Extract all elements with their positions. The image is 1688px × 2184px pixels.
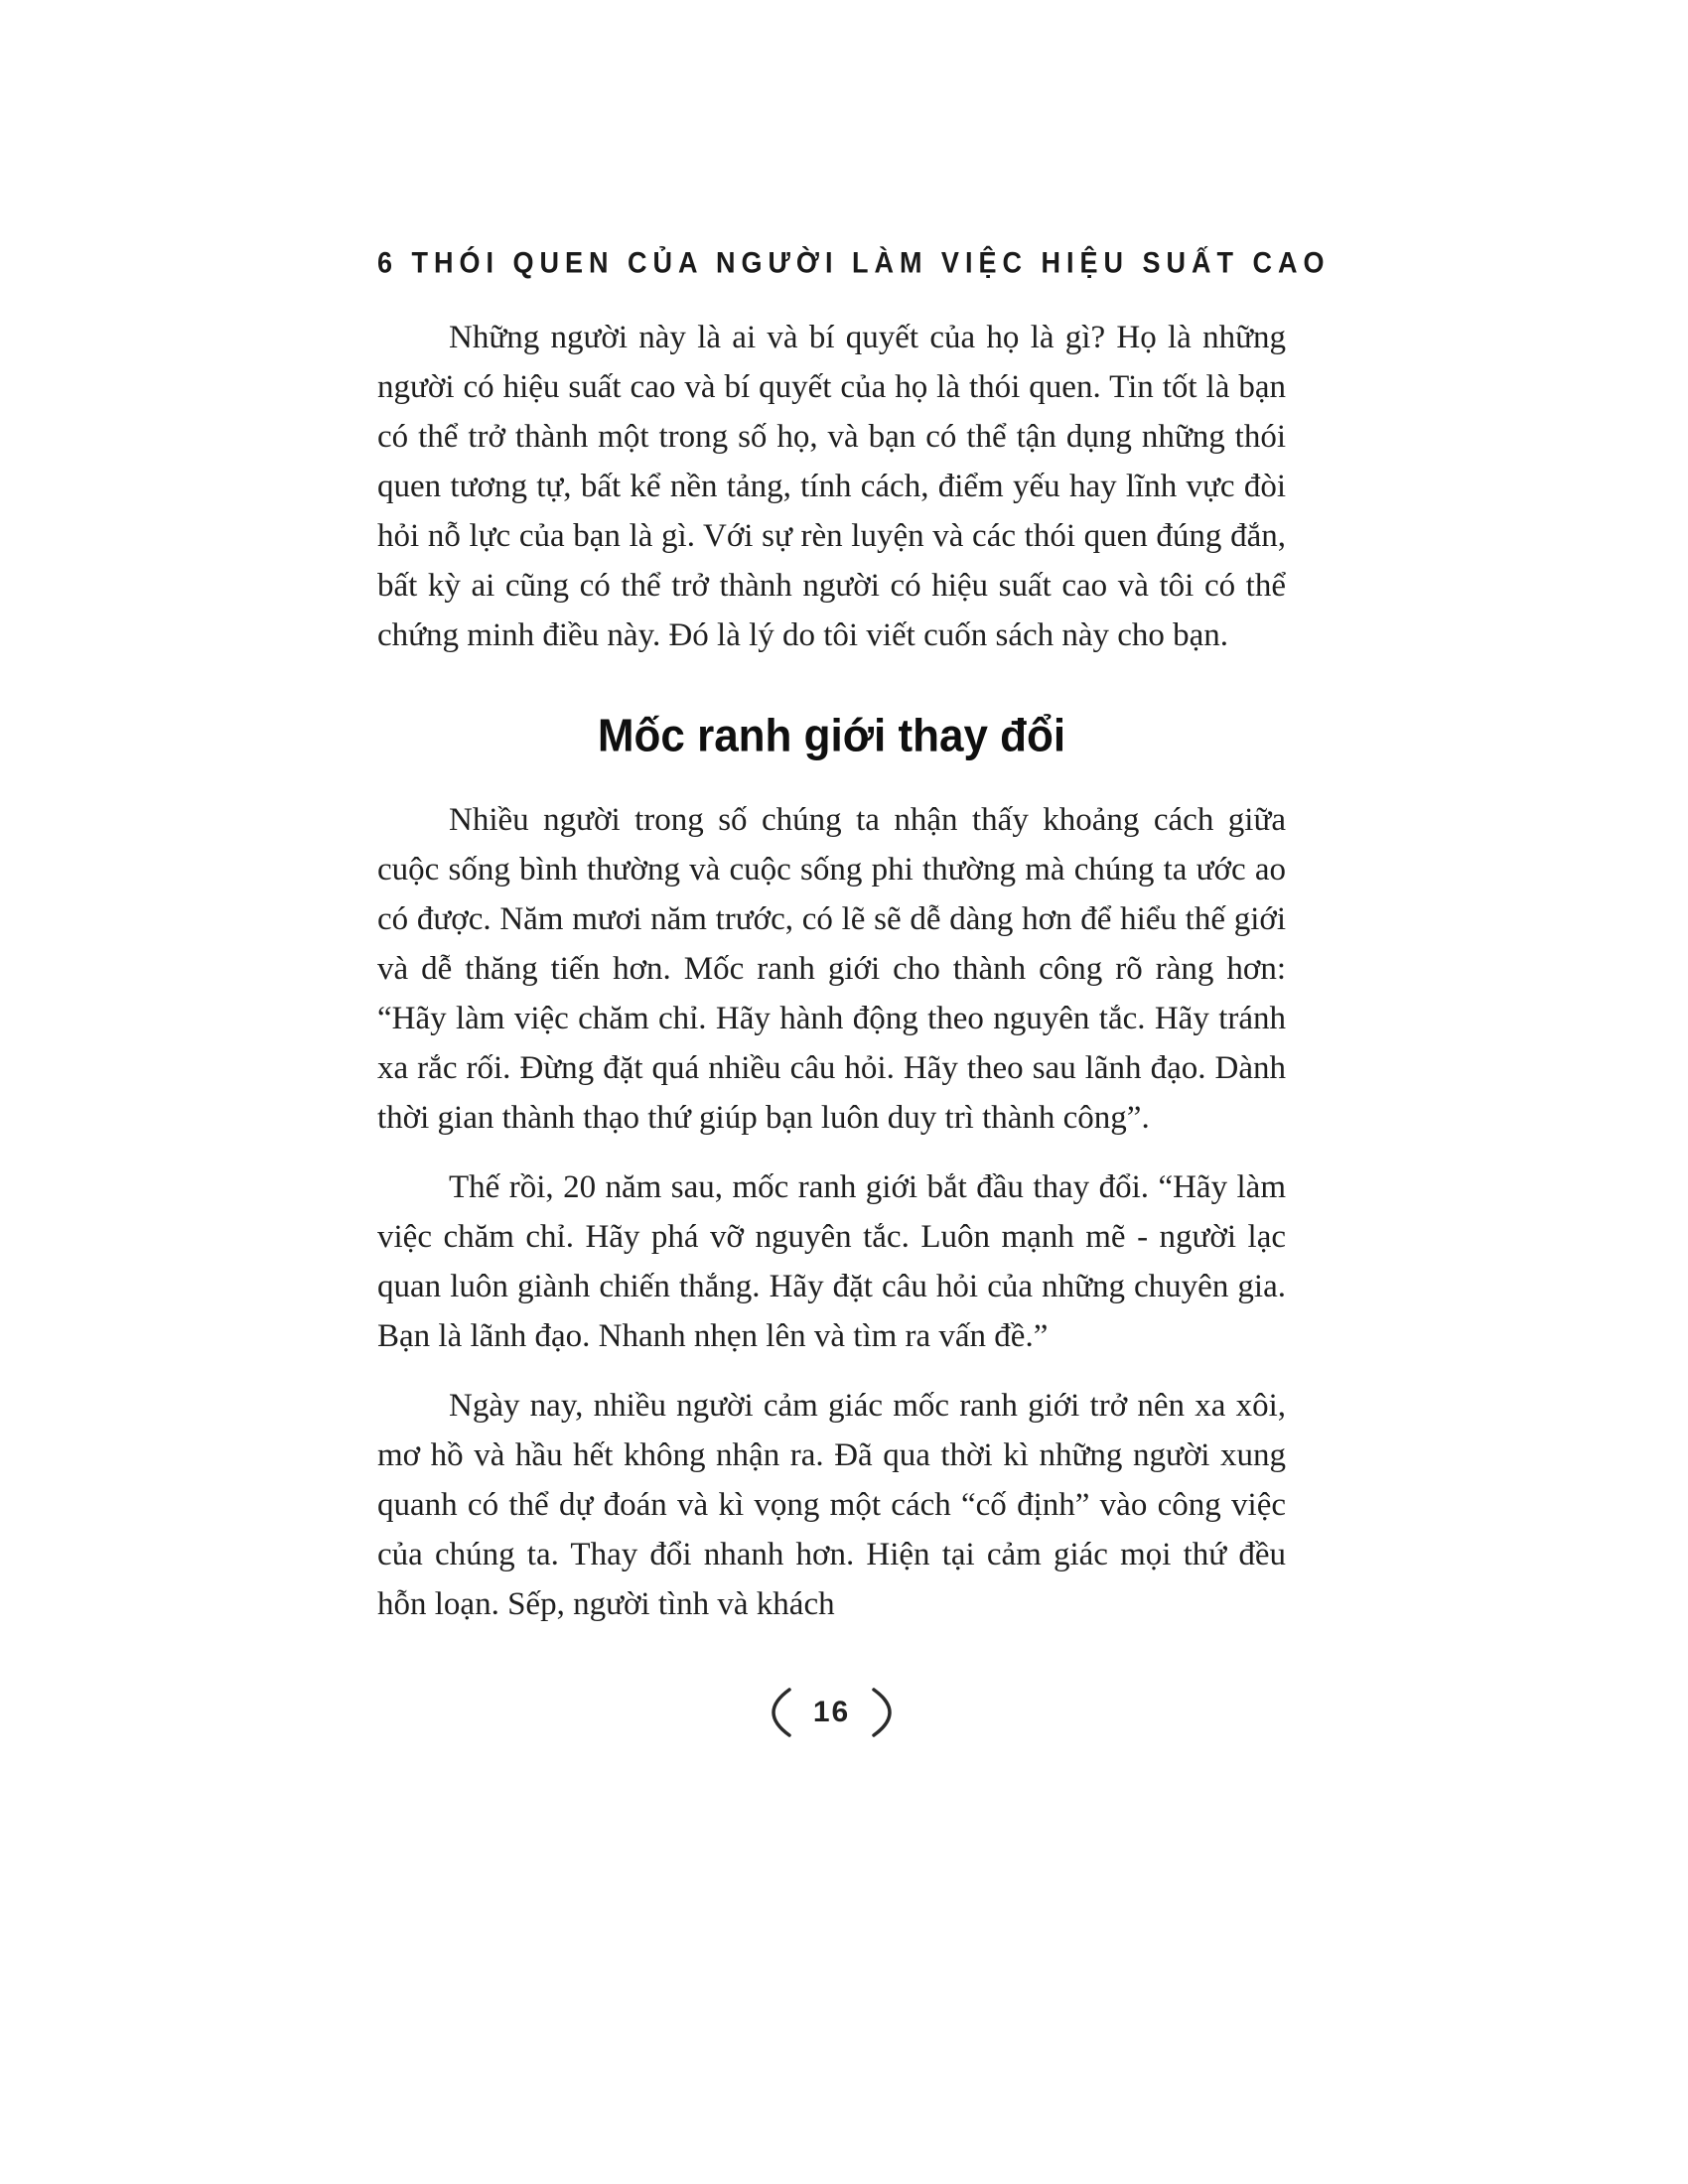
paragraph: Thế rồi, 20 năm sau, mốc ranh giới bắt đầu thay đổi. “Hãy làm việc chăm chỉ. Hãy phá vỡ nguyên tắc. Luôn mạnh mẽ - người lạc quan luôn giành chiến thắng. Hãy đặt câu hỏi của những chuyên gia. Bạn là lãnh đạo. Nhanh nhẹn lên và tìm ra vấn đề.”	[377, 1169, 1286, 1354]
page-number-left-arc-icon	[752, 1687, 795, 1738]
section-heading: Mốc ranh giới thay đổi	[597, 710, 1066, 762]
page-number-row	[377, 1687, 1286, 1738]
paragraph: Ngày nay, nhiều người cảm giác mốc ranh giới trở nên xa xôi, mơ hồ và hầu hết không nhận ra. Đã qua thời kì những người xung quanh có thể dự đoán và kì vọng một cách “cố định” vào công việc của chúng ta. Thay đổi nhanh hơn. Hiện tại cảm giác mọi thứ đều hỗn loạn. Sếp, người tình và khách	[377, 1388, 1286, 1622]
page-number-right-arc-icon	[868, 1687, 912, 1738]
page-number: 16	[812, 1696, 851, 1728]
paragraph: Những người này là ai và bí quyết của họ là gì? Họ là những người có hiệu suất cao và bí quyết của họ là thói quen. Tin tốt là bạn có thể trở thành một trong số họ, và bạn có thể tận dụng những thói quen tương tự, bất kể nền tảng, tính cách, điểm yếu hay lĩnh vực đòi hỏi nỗ lực của bạn là gì. Với sự rèn luyện và các thói quen đúng đắn, bất kỳ ai cũng có thể trở thành người có hiệu suất cao và tôi có thể chứng minh điều này. Đó là lý do tôi viết cuốn sách này cho bạn.	[377, 320, 1286, 653]
paragraph: Nhiều người trong số chúng ta nhận thấy khoảng cách giữa cuộc sống bình thường và cuộc sống phi thường mà chúng ta ước ao có được. Năm mươi năm trước, có lẽ sẽ dễ dàng hơn để hiểu thế giới và dễ thăng tiến hơn. Mốc ranh giới cho thành công rõ ràng hơn: “Hãy làm việc chăm chỉ. Hãy hành động theo nguyên tắc. Hãy tránh xa rắc rối. Đừng đặt quá nhiều câu hỏi. Hãy theo sau lãnh đạo. Dành thời gian thành thạo thứ giúp bạn luôn duy trì thành công”.	[377, 802, 1286, 1136]
page-content-column	[377, 246, 1331, 1738]
running-header: 6 THÓI QUEN CỦA NGƯỜI LÀM VIỆC HIỆU SUẤT CAO	[377, 246, 1331, 280]
